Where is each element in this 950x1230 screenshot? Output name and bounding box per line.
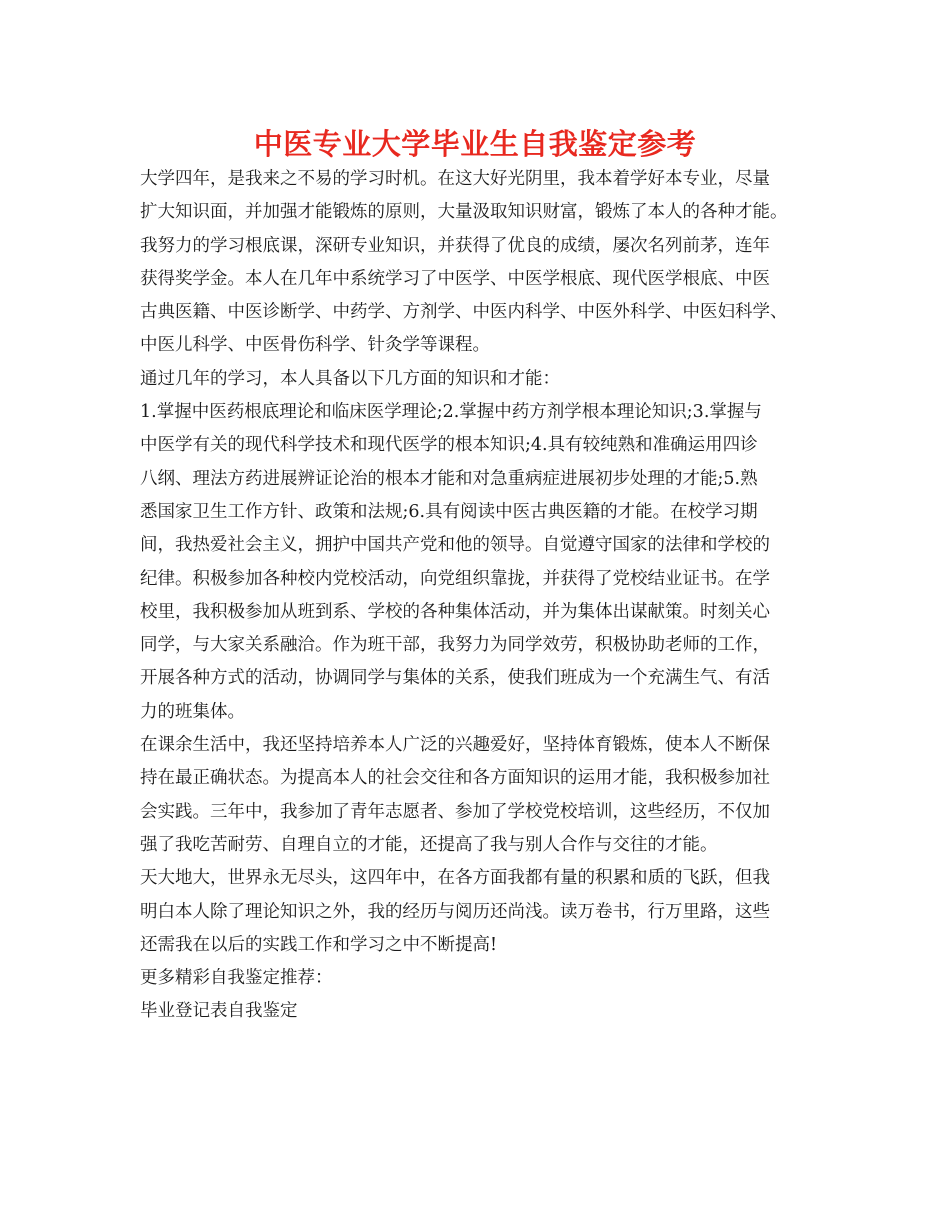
body-line: 中医儿科学、中医骨伤科学、针灸学等课程。 (140, 335, 490, 356)
body-line: 天大地大，世界永无尽头，这四年中，在各方面我都有量的积累和质的飞跃，但我 (140, 868, 770, 889)
body-line: 校里，我积极参加从班到系、学校的各种集体活动，并为集体出谋献策。时刻关心 (140, 601, 770, 622)
body-line: 开展各种方式的活动，协调同学与集体的关系，使我们班成为一个充满生气、有活 (140, 668, 770, 689)
body-line: 获得奖学金。本人在几年中系统学习了中医学、中医学根底、现代医学根底、中医 (140, 268, 770, 289)
body-line: 悉国家卫生工作方针、政策和法规;6.具有阅读中医古典医籍的才能。在校学习期 (140, 501, 758, 522)
body-line: 我努力的学习根底课，深研专业知识，并获得了优良的成绩，屡次名列前茅，连年 (140, 235, 770, 256)
body-line: 还需我在以后的实践工作和学习之中不断提高! (140, 934, 498, 955)
body-line: 纪律。积极参加各种校内党校活动，向党组织靠拢，并获得了党校结业证书。在学 (140, 568, 770, 589)
body-line: 明白本人除了理论知识之外，我的经历与阅历还尚浅。读万卷书，行万里路，这些 (140, 901, 770, 922)
body-line: 中医学有关的现代科学技术和现代医学的根本知识;4.具有较纯熟和准确运用四诊 (140, 435, 758, 456)
body-line: 间，我热爱社会主义，拥护中国共产党和他的领导。自觉遵守国家的法律和学校的 (140, 535, 770, 556)
body-line: 持在最正确状态。为提高本人的社会交往和各方面知识的运用才能，我积极参加社 (140, 768, 770, 789)
body-line: 通过几年的学习，本人具备以下几方面的知识和才能： (140, 368, 560, 389)
body-line: 同学，与大家关系融洽。作为班干部，我努力为同学效劳，积极协助老师的工作， (140, 635, 770, 656)
body-line: 扩大知识面，并加强才能锻炼的原则，大量汲取知识财富，锻炼了本人的各种才能。 (140, 202, 788, 223)
body-line: 八纲、理法方药进展辨证论治的根本才能和对急重病症进展初步处理的才能;5.熟 (140, 468, 758, 489)
document-body (140, 163, 830, 1029)
recommendation-link[interactable]: 毕业登记表自我鉴定 (140, 1001, 298, 1022)
body-line: 大学四年，是我来之不易的学习时机。在这大好光阴里，我本着学好本专业，尽量 (140, 169, 770, 189)
body-line: 在课余生活中，我还坚持培养本人广泛的兴趣爱好，坚持体育锻炼，使本人不断保 (140, 735, 770, 756)
body-line: 强了我吃苦耐劳、自理自立的才能，还提高了我与别人合作与交往的才能。 (140, 834, 718, 855)
document-title: 中医专业大学毕业生自我鉴定参考 (253, 127, 697, 161)
recommendation-heading: 更多精彩自我鉴定推荐： (140, 968, 333, 989)
body-line: 古典医籍、中医诊断学、中药学、方剂学、中医内科学、中医外科学、中医妇科学、 (140, 302, 788, 323)
body-line: 1.掌握中医药根底理论和临床医学理论;2.掌握中药方剂学根本理论知识;3.掌握与 (140, 402, 762, 423)
body-line: 会实践。三年中，我参加了青年志愿者、参加了学校党校培训，这些经历，不仅加 (140, 801, 770, 822)
body-line: 力的班集体。 (140, 701, 245, 722)
